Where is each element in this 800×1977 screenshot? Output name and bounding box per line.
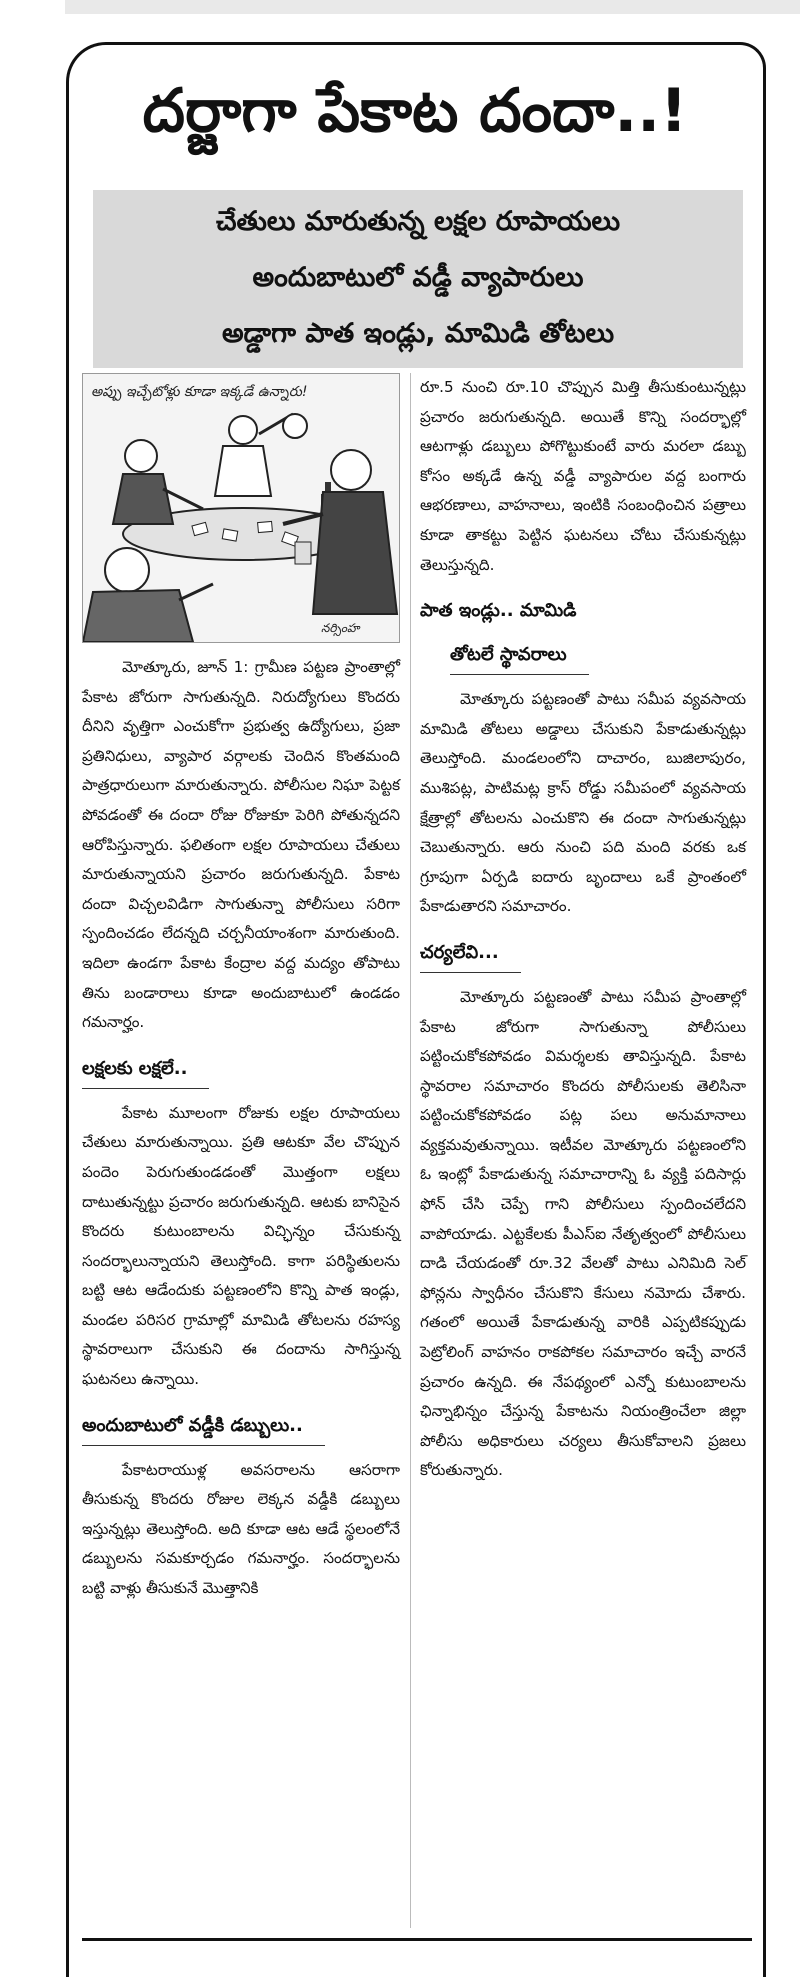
section-paragraph: పేకాట మూలంగా రోజుకు లక్షల రూపాయలు చేతులు మారుతున్నాయి. ప్రతి ఆటకూ వేల చొప్పున పందెం పెరుగుతుండడంతో మొత్తంగా లక్షలు దాటుతున్నట్టు ప్రచారం జరుగుతున్నది. ఆటకు బానిసైన కొందరు కుటుంబాలను విచ్ఛిన్నం చేసుకున్న సందర్భాలున్నాయని తెలుస్తోంది. కాగా పరిస్థితులను బట్టి ఆట ఆడేందుకు పట్టణంలోని కొన్ని పాత ఇండ్లు, మండల పరిసర గ్రామాల్లో మామిడి తోటలను రహస్య స్థావరాలుగా చేసుకుని ఈ దందాను సాగిస్తున్న ఘటనలు ఉన్నాయి. — [82, 1103, 400, 1389]
section-paragraph: మోత్కూరు పట్టణంతో పాటు సమీప వ్యవసాయ మామిడి తోటలు అడ్డాలు చేసుకుని పేకాడుతున్నట్లు తెలుస్తోంది. మండలంలోని దాచారం, బుజిలాపురం, ముశిపట్ల, పాటిమట్ల క్రాస్ రోడ్డు సమీపంలో వ్యవసాయ క్షేత్రాల్లో తోటలను ఎంచుకొని ఈ దందా సాగుతున్నట్లు చెబుతున్నారు. ఆరు నుంచి పది మంది వరకు ఒక గ్రూపుగా ఏర్పడి ఐదారు బృందాలు ఒకే ప్రాంతంలో పేకాడుతారని సమాచారం. — [420, 690, 746, 916]
right-column — [420, 373, 746, 1492]
section-heading-lakshalu: లక్షలకు లక్షలే.. — [82, 1052, 209, 1089]
section-heading-patha-indlu: పాత ఇండ్లు.. మామిడి — [420, 600, 577, 622]
left-column — [82, 373, 400, 1610]
headline: దర్జాగా పేకాట దందా..! — [142, 76, 688, 146]
section-paragraph: మోత్కూరు పట్టణంతో పాటు సమీప ప్రాంతాల్లో పేకాట జోరుగా సాగుతున్నా పోలీసులు పట్టించుకోకపోవడం విమర్శలకు తావిస్తున్నది. పేకాట స్థావరాల సమాచారం కొందరు పోలీసులకు తెలిసినా పట్టించుకోకపోవడం పట్ల పలు అనుమానాలు వ్యక్తమవుతున్నాయి. ఇటీవల మోత్కూరు పట్టణంలోని ఓ ఇంట్లో పేకాడుతున్న సమాచారాన్ని ఓ వ్యక్తి పదిసార్లు ఫోన్ చేసి చెప్పే గాని పోలీసులు స్పందించలేదని వాపోయాడు. ఎట్టకేలకు పీఎస్ఐ నేతృత్వంలో పోలీసులు దాడి చేయడంతో రూ.32 వేలతో పాటు ఎనిమిది సెల్ ఫోన్లను స్వాధీనం చేసుకొని కేసులు నమోదు చేశారు. గతంలో అయితే పేకాడుతున్న వారికి ఎప్పటికప్పుడు పెట్రోలింగ్ వాహనం రాకపోకల సమాచారం ఇచ్చే వారనే ప్రచారం ఉన్నది. ఈ నేపథ్యంలో ఎన్నో కుటుంబాలను ఛిన్నాభిన్నం చేస్తున్న పేకాటను నియంత్రించేలా జిల్లా పోలీసు అధికారులు చర్యలు తీసుకోవాలని ప్రజలు కోరుతున్నారు. — [420, 987, 746, 1480]
cartoon-illustration — [82, 373, 400, 643]
subheadline-2: అందుబాటులో వడ్డీ వ్యాపారులు — [252, 262, 584, 293]
section-heading-charyalevi: చర్యలేవి... — [420, 936, 521, 973]
cartoon-caption: అప్పు ఇచ్చేటోళ్లు కూడా ఇక్కడే ఉన్నారు! — [91, 384, 308, 400]
subheadline-1: చేతులు మారుతున్న లక్షల రూపాయలు — [215, 206, 621, 237]
lead-paragraph: మోత్కూరు, జూన్ 1: గ్రామీణ పట్టణ ప్రాంతాల్లో పేకాట జోరుగా సాగుతున్నది. నిరుద్యోగులు కొందరు దీనిని వృత్తిగా ఎంచుకోగా ప్రభుత్వ ఉద్యోగులు, ప్రజా ప్రతినిధులు, వ్యాపార వర్గాలకు చెందిన కొంతమంది పాత్రధారులుగా మారుతున్నారు. పోలీసుల నిఘా పెట్టక పోవడంతో ఈ దందా రోజు రోజుకూ పెరిగి పోతున్నదని ఆరోపిస్తున్నారు. ఫలితంగా లక్షల రూపాయలు చేతులు మారుతున్నాయని ప్రచారం జరుగుతున్నది. పేకాట దందా విచ్చలవిడిగా సాగుతున్నా పోలీసులు సరిగా స్పందించడం లేదన్నది చర్చనీయాంశంగా మారుతుంది. ఇదిలా ఉండగా పేకాట కేంద్రాల వద్ద మద్యం తోపాటు తిను బండారాలు కూడా అందుబాటులో ఉండడం గమనార్హం. — [82, 658, 400, 1032]
subheadline-3: అడ్డాగా పాత ఇండ్లు, మామిడి తోటలు — [221, 318, 615, 349]
top-strip — [65, 0, 800, 14]
continuation-paragraph: రూ.5 నుంచి రూ.10 చొప్పున మిత్తి తీసుకుంటున్నట్లు ప్రచారం జరుగుతున్నది. అయితే కొన్ని సందర్భాల్లో ఆటగాళ్లు డబ్బులు పోగొట్టుకుంటే వారు మరలా డబ్బు కోసం అక్కడే ఉన్న వడ్డీ వ్యాపారుల వద్ద బంగారు ఆభరణాలు, వాహనాలు, ఇంటికి సంబంధించిన పత్రాలు కూడా తాకట్టు పెట్టిన ఘటనలు చోటు చేసుకున్నట్లు తెలుస్తున్నది. — [420, 378, 746, 574]
section-heading-thotale: తోటలే స్థావరాలు — [450, 638, 589, 675]
section-paragraph: పేకాటరాయుళ్ల అవసరాలను ఆసరాగా తీసుకున్న కొందరు రోజుల లెక్కన వడ్డీకి డబ్బులు ఇస్తున్నట్లు తెలుస్తోంది. అది కూడా ఆట ఆడే స్థలంలోనే డబ్బులను సమకూర్చడం గమనార్హం. సందర్భాలను బట్టి వాళ్లు తీసుకునే మొత్తానికి — [82, 1460, 400, 1598]
section-heading-vaddi: అందుబాటులో వడ్డీకి డబ్బులు.. — [82, 1409, 325, 1446]
column-divider — [410, 373, 411, 1928]
cartoon-signature: నర్సింహ — [321, 621, 360, 635]
subheadline-box — [93, 190, 743, 368]
bottom-rule — [82, 1938, 752, 1941]
cartoon-drawing — [83, 374, 399, 642]
